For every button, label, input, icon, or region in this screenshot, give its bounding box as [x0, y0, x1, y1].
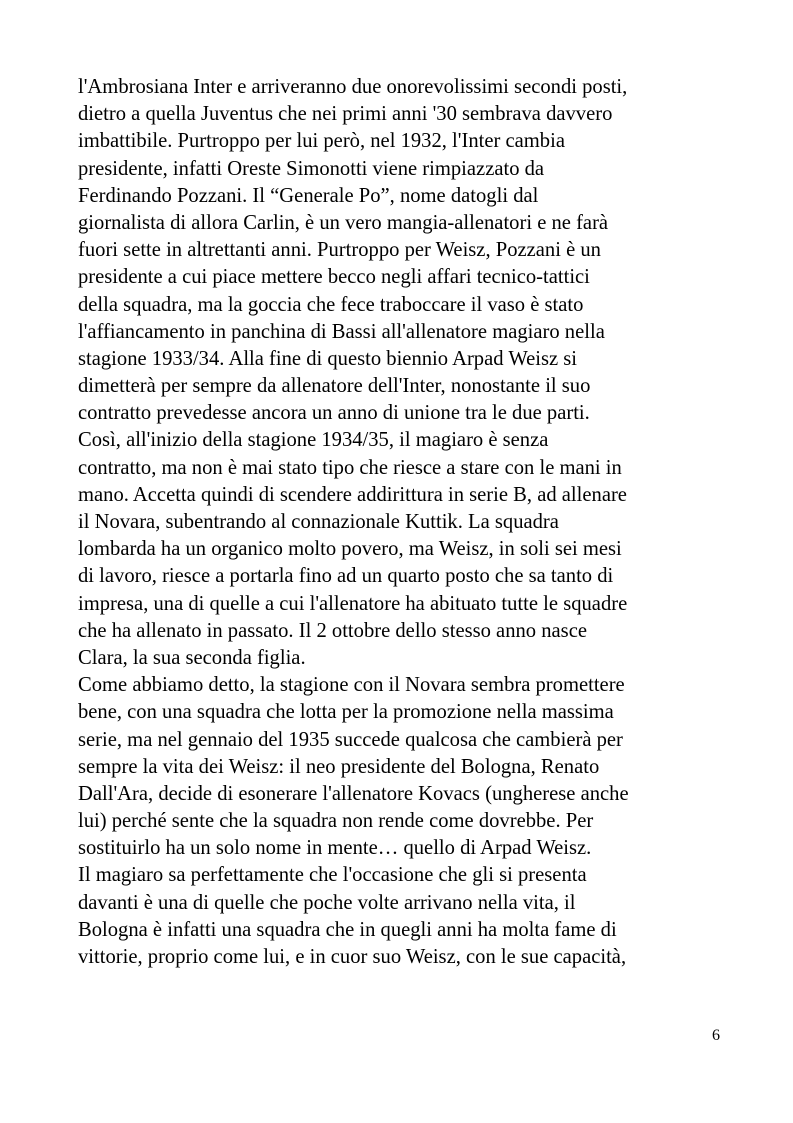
- text-line: vittorie, proprio come lui, e in cuor suo Weisz, con le sue capacità,: [78, 946, 627, 968]
- page-body: [78, 74, 738, 971]
- text-line: contratto prevedesse ancora un anno di unione tra le due parti.: [78, 402, 590, 425]
- text-line: Clara, la sua seconda figlia.: [78, 646, 306, 669]
- text-line: Dall'Ara, decide di esonerare l'allenatore Kovacs (ungherese anche: [78, 782, 629, 805]
- text-line: giornalista di allora Carlin, è un vero mangia-allenatori e ne farà: [78, 211, 609, 234]
- text-line: imbattibile. Purtroppo per lui però, nel 1932, l'Inter cambia: [78, 130, 565, 153]
- text-line: lui) perché sente che la squadra non rende come dovrebbe. Per: [78, 810, 594, 833]
- text-line: lombarda ha un organico molto povero, ma Weisz, in soli sei mesi: [78, 538, 622, 561]
- text-line: stagione 1933/34. Alla fine di questo biennio Arpad Weisz si: [78, 347, 578, 370]
- text-line: dimetterà per sempre da allenatore dell'Inter, nonostante il suo: [78, 375, 591, 398]
- text-line: Come abbiamo detto, la stagione con il Novara sembra promettere: [78, 674, 625, 697]
- text-line: serie, ma nel gennaio del 1935 succede qualcosa che cambierà per: [78, 728, 623, 751]
- text-line: l'Ambrosiana Inter e arriveranno due onorevolissimi secondi posti,: [78, 76, 628, 98]
- text-line: della squadra, ma la goccia che fece traboccare il vaso è stato: [78, 293, 584, 316]
- text-line: l'affiancamento in panchina di Bassi all'allenatore magiaro nella: [78, 320, 605, 343]
- text-line: davanti è una di quelle che poche volte arrivano nella vita, il: [78, 891, 576, 914]
- text-line: Bologna è infatti una squadra che in quegli anni ha molta fame di: [78, 918, 617, 941]
- text-line: di lavoro, riesce a portarla fino ad un quarto posto che sa tanto di: [78, 565, 614, 588]
- text-line: mano. Accetta quindi di scendere addirittura in serie B, ad allenare: [78, 483, 627, 506]
- text-line: il Novara, subentrando al connazionale Kuttik. La squadra: [78, 511, 559, 533]
- text-line: che ha allenato in passato. Il 2 ottobre dello stesso anno nasce: [78, 619, 587, 642]
- page-number: 6: [712, 1027, 720, 1044]
- text-line: contratto, ma non è mai stato tipo che riesce a stare con le mani in: [78, 456, 622, 479]
- text-line: presidente a cui piace mettere becco negli affari tecnico-tattici: [78, 266, 590, 289]
- text-line: Il magiaro sa perfettamente che l'occasione che gli si presenta: [78, 864, 587, 887]
- text-line: Così, all'inizio della stagione 1934/35, il magiaro è senza: [78, 429, 549, 452]
- text-line: dietro a quella Juventus che nei primi anni '30 sembrava davvero: [78, 103, 613, 126]
- text-line: Ferdinando Pozzani. Il “Generale Po”, nome datogli dal: [78, 184, 539, 207]
- text-line: sostituirlo ha un solo nome in mente… quello di Arpad Weisz.: [78, 837, 592, 860]
- text-line: fuori sette in altrettanti anni. Purtroppo per Weisz, Pozzani è un: [78, 239, 601, 262]
- text-line: sempre la vita dei Weisz: il neo presidente del Bologna, Renato: [78, 755, 600, 778]
- text-line: bene, con una squadra che lotta per la promozione nella massima: [78, 701, 614, 724]
- text-line: impresa, una di quelle a cui l'allenatore ha abituato tutte le squadre: [78, 592, 628, 615]
- text-line: presidente, infatti Oreste Simonotti viene rimpiazzato da: [78, 157, 545, 180]
